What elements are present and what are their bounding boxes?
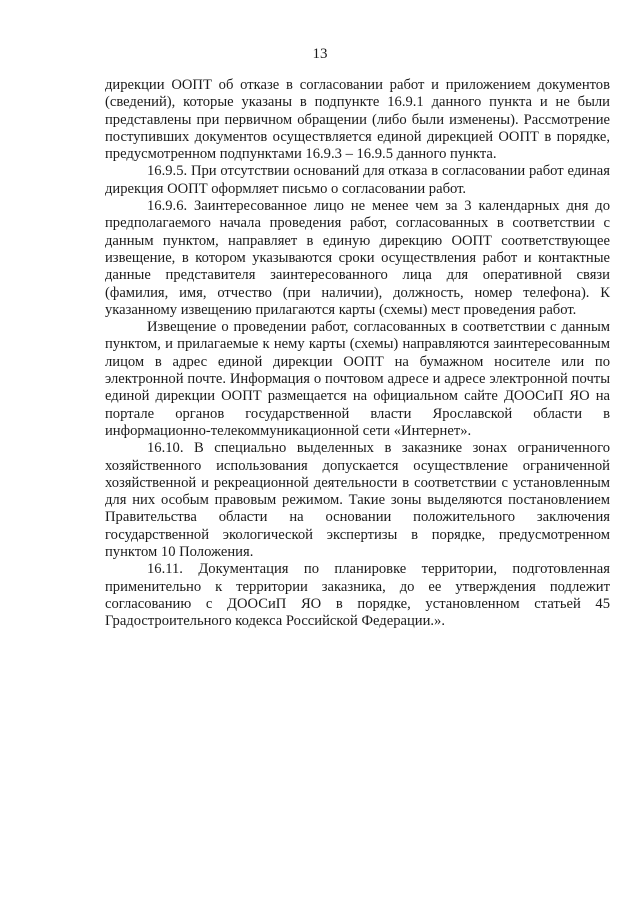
paragraph-notice: Извещение о проведении работ, согласованных в соответствии с данным пунктом, и прилагаемые к нему карты (схемы) направляются заинтересованным лицом в адрес единой дирекции ООПТ на бумажном носителе или по электронной почте. Информация о почтовом адресе и адресе электронной почты единой дирекции ООПТ размещается на официальном сайте ДООСиП ЯО на портале органов государственной власти Ярославской области в информационно-телекоммуникационной сети «Интернет». — [105, 319, 610, 439]
paragraph-16-9-5: 16.9.5. При отсутствии оснований для отказа в согласовании работ единая дирекция ООПТ оформляет письмо о согласовании работ. — [105, 163, 610, 197]
paragraph-16-9-6: 16.9.6. Заинтересованное лицо не менее чем за 3 календарных дня до предполагаемого начала проведения работ, согласованных в соответствии с данным пунктом, направляет в единую дирекцию ООПТ соответствующее извещение, в котором указываются сроки осуществления работ и контактные данные представителя заинтересованного лица для оперативной связи (фамилия, имя, отчество (при наличии), должность, номер телефона). К указанному извещению прилагаются карты (схемы) мест проведения работ. — [105, 198, 610, 318]
paragraph-continuation: дирекции ООПТ об отказе в согласовании работ и приложением документов (сведений), которые указаны в подпункте 16.9.1 данного пункта и не были представлены при первичном обращении (либо были изменены). Рассмотрение поступивших документов осуществляется единой дирекцией ООПТ в порядке, предусмотренном подпунктами 16.9.3 – 16.9.5 данного пункта. — [105, 77, 610, 163]
paragraph-16-11: 16.11. Документация по планировке территории, подготовленная применительно к территории заказника, до ее утверждения подлежит согласованию с ДООСиП ЯО в порядке, установленном статьей 45 Градостроительного кодекса Российской Федерации.». — [105, 561, 610, 630]
document-body — [105, 77, 610, 631]
page-number: 13 — [312, 46, 328, 62]
paragraph-16-10: 16.10. В специально выделенных в заказнике зонах ограниченного хозяйственного использования допускается осуществление ограниченной хозяйственной и рекреационной деятельности в соответствии с установленным для них особым правовым режимом. Такие зоны выделяются постановлением Правительства области на основании положительного заключения государственной экологической экспертизы в порядке, предусмотренном пунктом 10 Положения. — [105, 440, 610, 561]
